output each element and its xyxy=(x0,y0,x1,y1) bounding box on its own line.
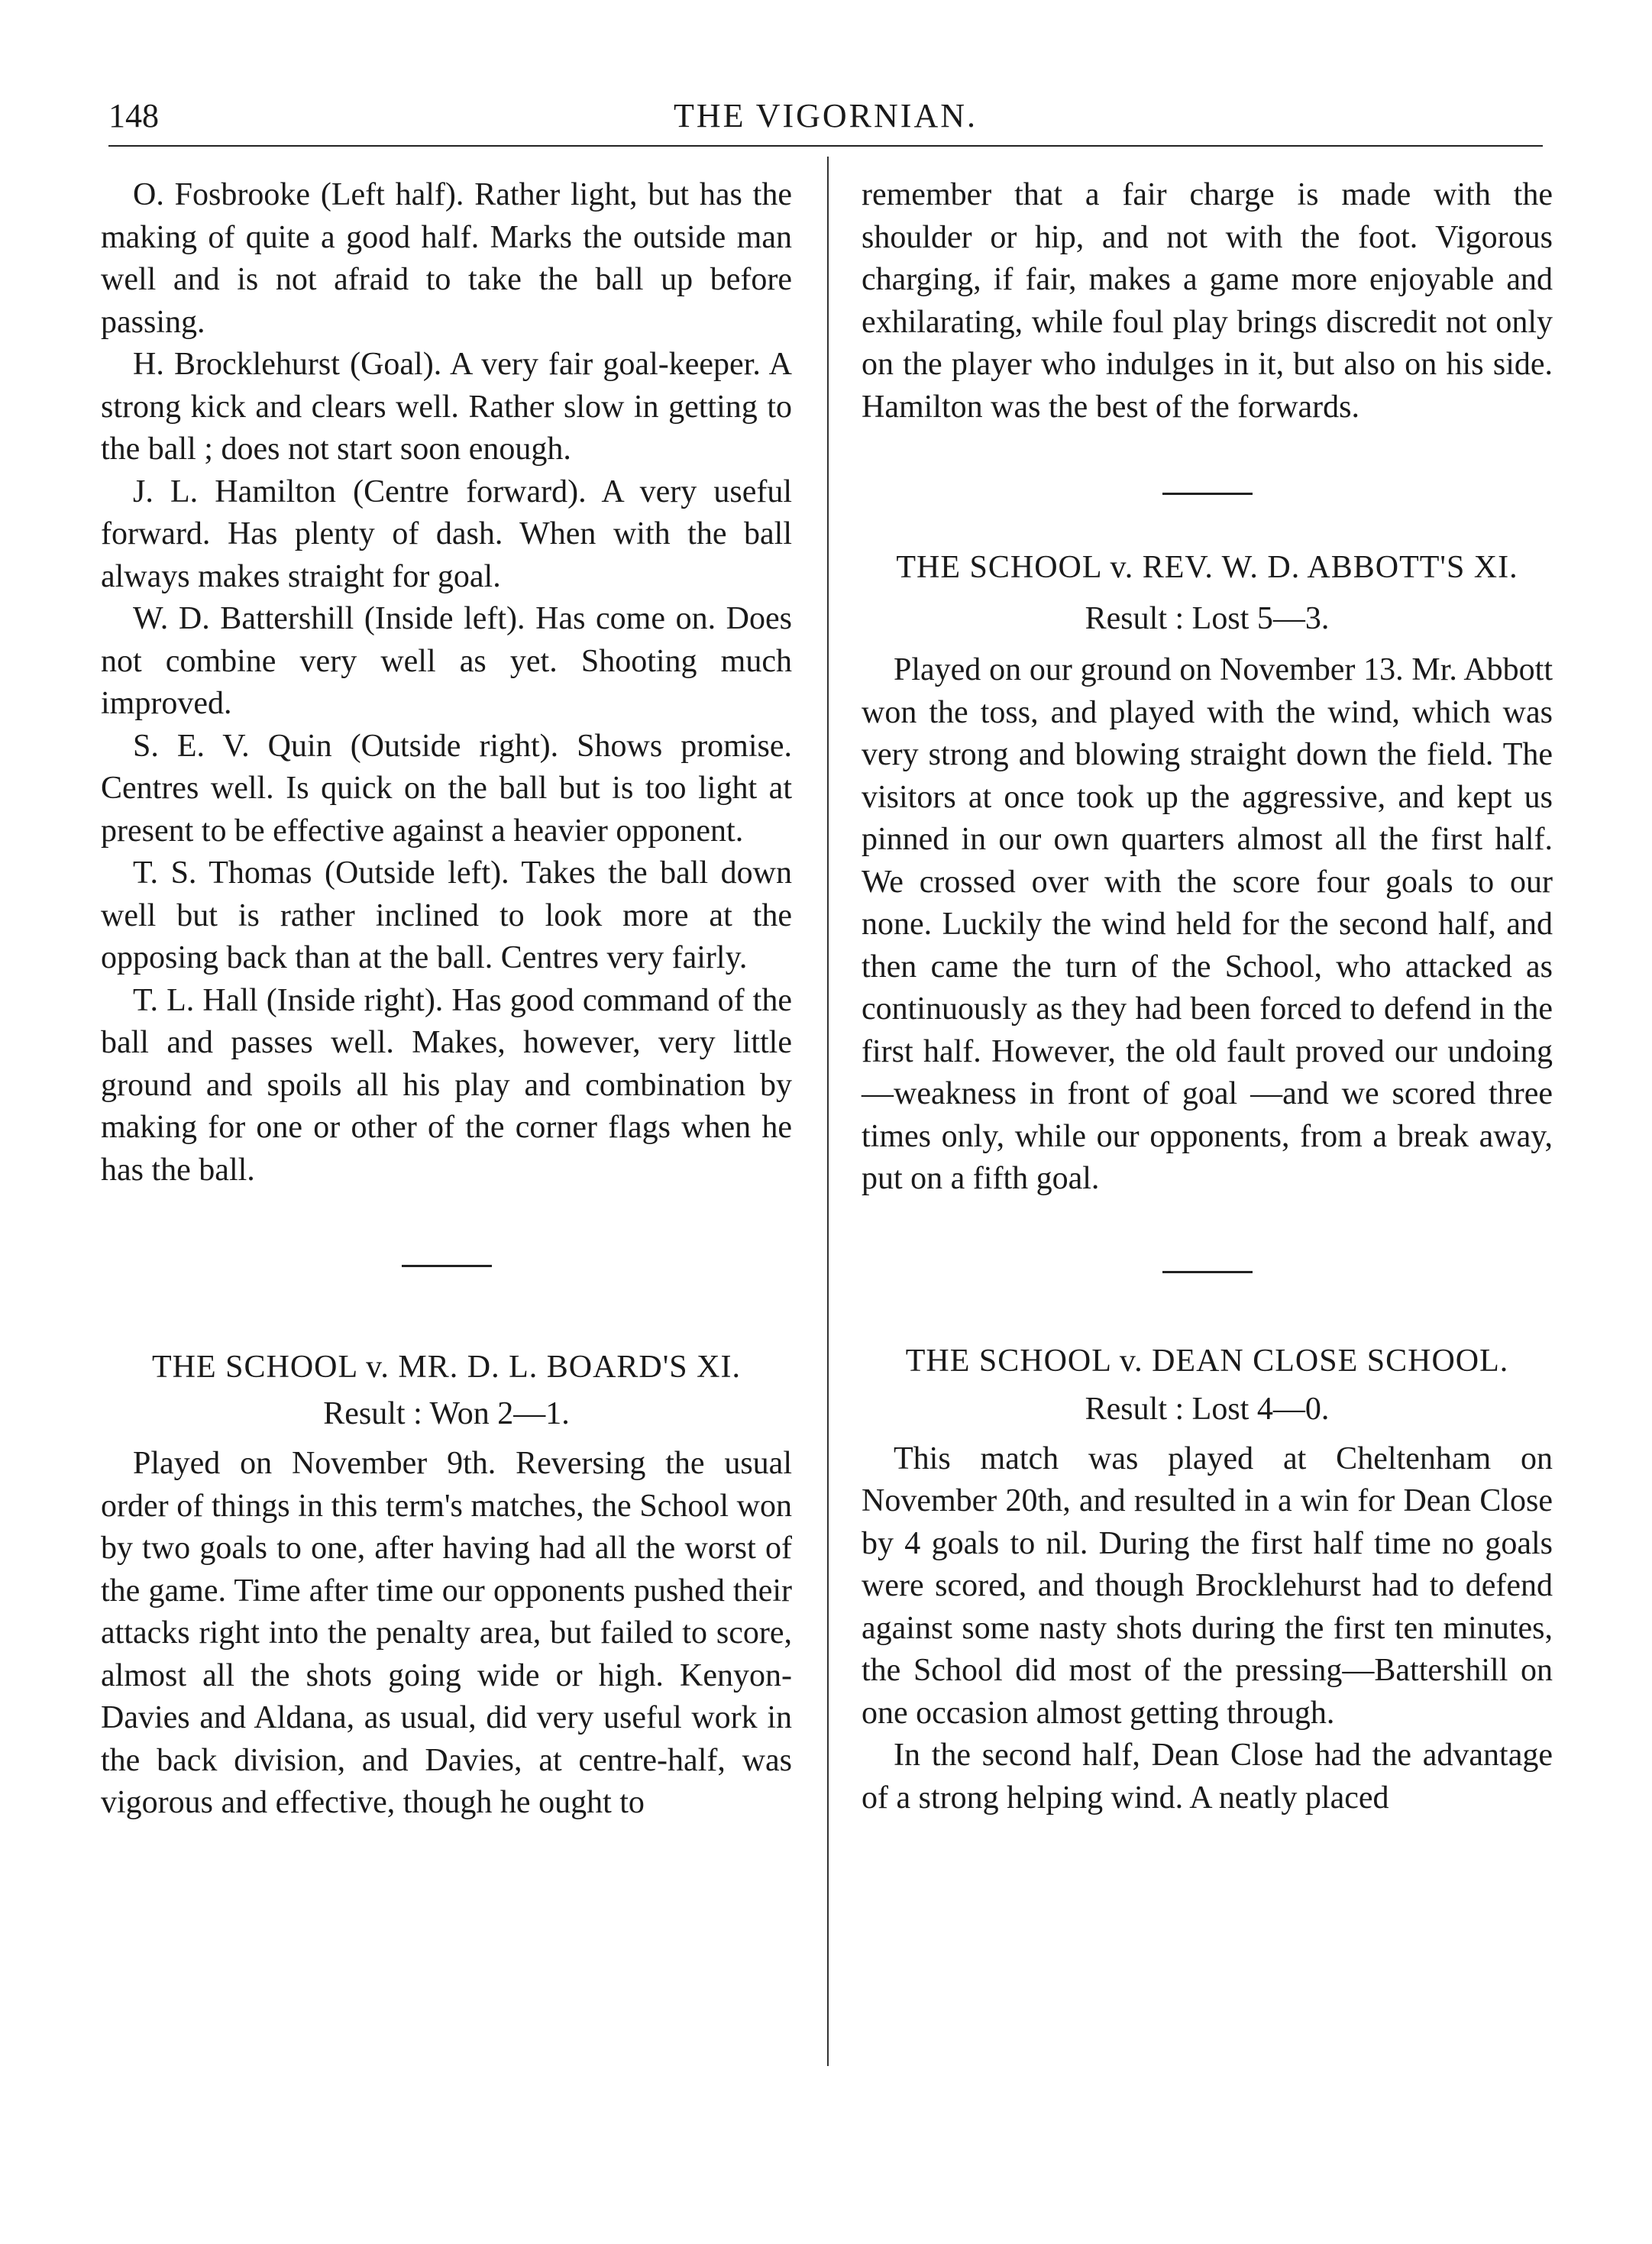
board-match-report-continued: remember that a fair charge is made with the shoulder or hip, and not with the foot. Vigorous charging, if fair, makes a game more enjoyable and exhilarating, while foul play brings discredit not only on the player who indulges in it, but also on his side. Hamilton was the best of the forwards. xyxy=(862,177,1553,425)
player-note-brocklehurst: H. Brocklehurst (Goal). A very fair goal-keeper. A strong kick and clears well. Rather slow in getting to the ball ; does not start soon enough. xyxy=(101,347,792,467)
player-note-hall: T. L. Hall (Inside right). Has good command of the ball and passes well. Makes, however, very little ground and spoils all his play and combination by making for one or other of the corner flags when he has the ball. xyxy=(101,982,792,1188)
page-header xyxy=(108,93,1543,139)
dean-close-match-report: This match was played at Cheltenham on November 20th, and resulted in a win for Dean Close by 4 goals to nil. During the first half time no goals were scored, and though Brocklehurst had to defend against some nasty shots during the first ten minutes, the School did most of the pressing—Battershill on one occasion almost getting through. xyxy=(862,1440,1553,1731)
section-rule xyxy=(402,1265,492,1267)
left-column xyxy=(101,174,792,1825)
dean-close-match-result: Result : Lost 4—0. xyxy=(1085,1391,1330,1427)
header-rule xyxy=(108,145,1543,147)
column-divider xyxy=(827,157,829,2066)
player-note-quin: S. E. V. Quin (Outside right). Shows promise. Centres well. Is quick on the ball but is too light at present to be effective against a heavier opponent. xyxy=(101,728,792,849)
abbott-match-report: Played on our ground on November 13. Mr. Abbott won the toss, and played with the wind, which was very strong and blowing straight down the field. The visitors at once took up the aggressive, and kept us pinned in our own quarters almost all the first half. We crossed over with the score four goals to our none. Luckily the wind held for the second half, and then came the turn of the School, who attacked as continuously as they had been forced to defend in the first half. However, the old fault proved our undoing—weakness in front of goal —and we scored three times only, while our opponents, from a break away, put on a fifth goal. xyxy=(862,652,1553,1196)
abbott-match-heading: THE SCHOOL v. REV. W. D. ABBOTT'S XI. xyxy=(896,550,1518,585)
board-match-result: Result : Won 2—1. xyxy=(323,1396,570,1431)
abbott-match-result: Result : Lost 5—3. xyxy=(1085,601,1330,636)
page-number: 148 xyxy=(108,97,159,134)
dean-close-match-report-second-half: In the second half, Dean Close had the advantage of a strong helping wind. A neatly placed xyxy=(862,1738,1553,1816)
right-column xyxy=(862,174,1553,1819)
board-match-report: Played on November 9th. Reversing the usual order of things in this term's matches, the School won by two goals to one, after having had all the worst of the game. Time after time our opponents pushed their attacks right into the penalty area, but failed to score, almost all the shots going wide or high. Kenyon-Davies and Aldana, as usual, did very useful work in the back division, and Davies, at centre-half, was vigorous and effective, though he ought to xyxy=(101,1446,792,1820)
section-rule xyxy=(1162,1271,1253,1273)
player-note-battershill: W. D. Battershill (Inside left). Has come on. Does not combine very well as yet. Shooting much improved. xyxy=(101,601,792,721)
player-note-thomas: T. S. Thomas (Outside left). Takes the ball down well but is rather inclined to look more at the opposing back than at the ball. Centres very fairly. xyxy=(101,855,792,975)
running-title: THE VIGORNIAN. xyxy=(673,97,978,134)
player-note-fosbrooke: O. Fosbrooke (Left half). Rather light, but has the making of quite a good half. Marks the outside man well and is not afraid to take the ball up before passing. xyxy=(101,177,792,340)
dean-close-match-heading: THE SCHOOL v. DEAN CLOSE SCHOOL. xyxy=(905,1343,1509,1379)
board-match-heading: THE SCHOOL v. MR. D. L. BOARD'S XI. xyxy=(152,1350,741,1385)
player-note-hamilton: J. L. Hamilton (Centre forward). A very useful forward. Has plenty of dash. When with the ball always makes straight for goal. xyxy=(101,474,792,594)
section-rule xyxy=(1162,493,1253,495)
